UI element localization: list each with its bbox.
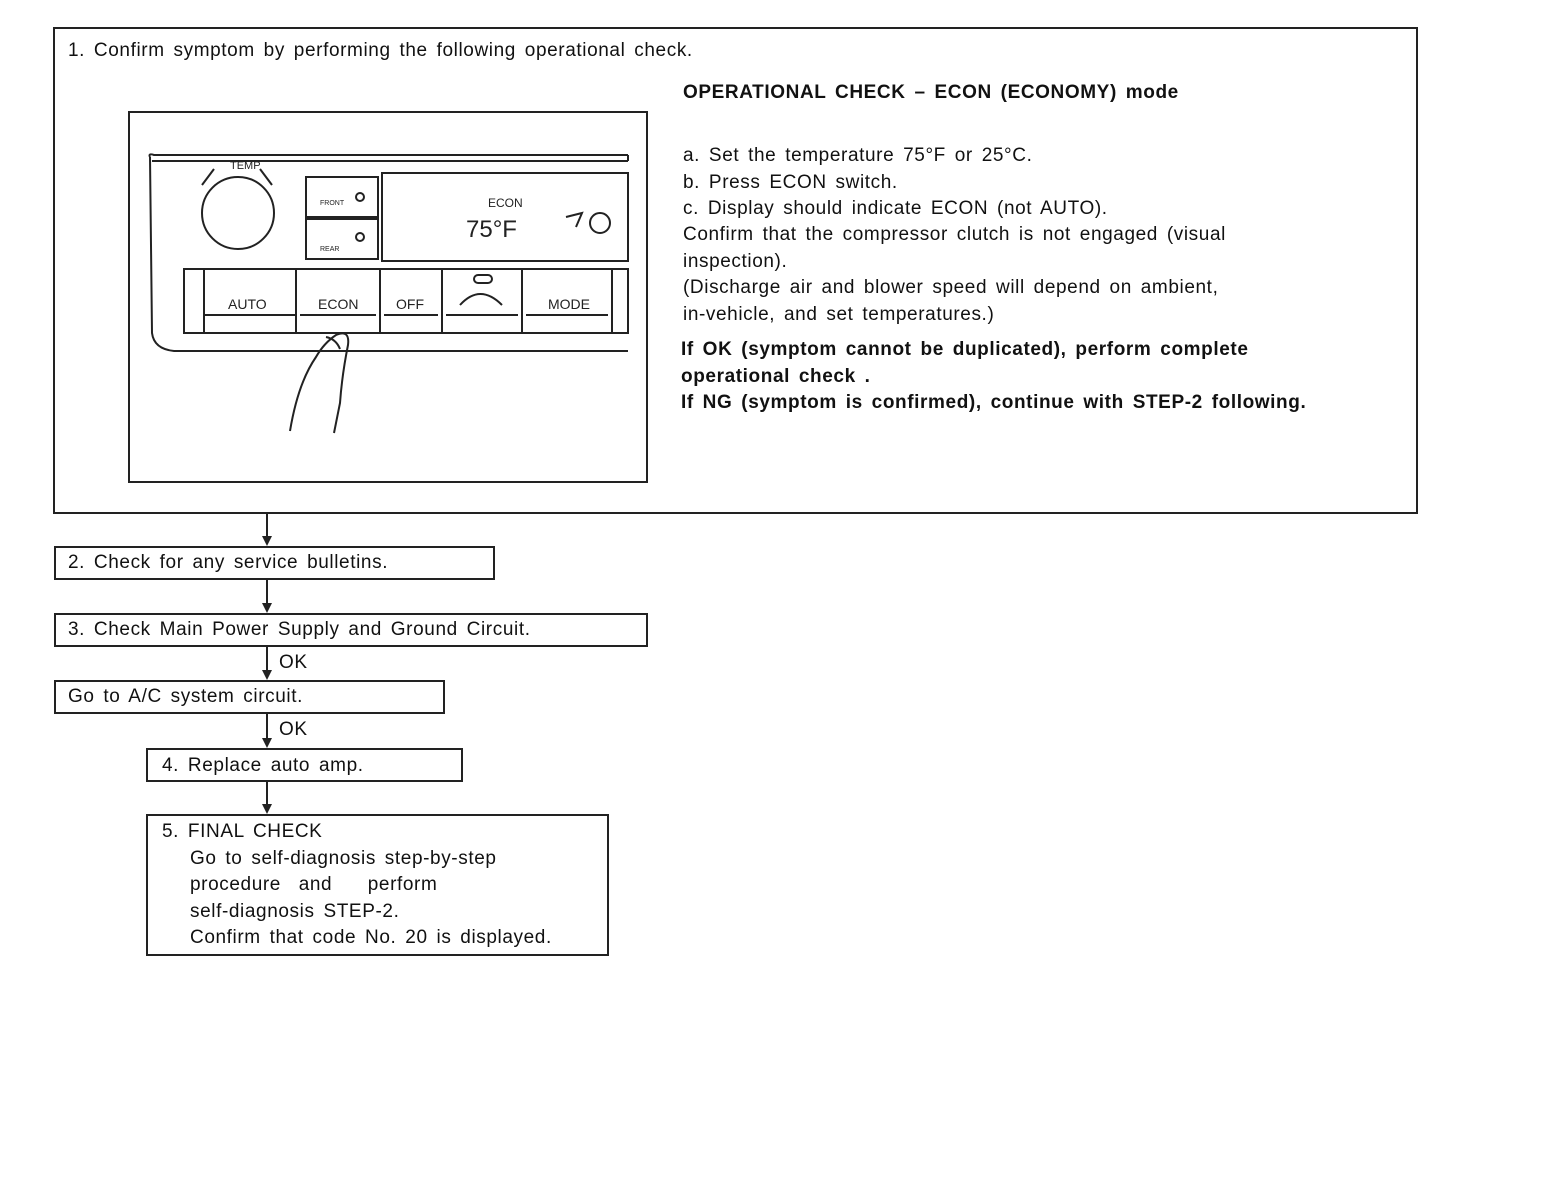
connector-line — [266, 714, 268, 738]
instruction-line: (Discharge air and blower speed will depend on ambient, — [683, 277, 1219, 298]
arrow-down-icon — [262, 804, 272, 814]
ok-label: OK — [279, 719, 308, 740]
instruction-line: inspection). — [683, 251, 788, 272]
goto-text: Go to A/C system circuit. — [68, 686, 303, 707]
arrow-down-icon — [262, 670, 272, 680]
result-line: If OK (symptom cannot be duplicated), perform complete — [681, 339, 1249, 360]
rear-label: REAR — [320, 246, 340, 253]
arrow-down-icon — [262, 603, 272, 613]
step3-text: 3. Check Main Power Supply and Ground Circuit. — [68, 619, 531, 640]
arrow-down-icon — [262, 536, 272, 546]
operational-check-heading: OPERATIONAL CHECK – ECON (ECONOMY) mode — [683, 82, 1179, 103]
mode-button-label: MODE — [548, 296, 590, 312]
result-line: operational check . — [681, 366, 871, 387]
arrow-down-icon — [262, 738, 272, 748]
off-button-label: OFF — [396, 296, 424, 312]
instruction-line: Confirm that the compressor clutch is not engaged (visual — [683, 224, 1226, 245]
instruction-line: b. Press ECON switch. — [683, 172, 898, 193]
display-mode: ECON — [488, 196, 523, 210]
step5-line: Go to self-diagnosis step-by-step — [190, 848, 497, 869]
display-temp: 75°F — [466, 216, 517, 243]
instruction-line: c. Display should indicate ECON (not AUTO). — [683, 198, 1108, 219]
step5-line: Confirm that code No. 20 is displayed. — [190, 927, 552, 948]
auto-button-label: AUTO — [228, 296, 267, 312]
step5-heading: 5. FINAL CHECK — [162, 821, 323, 842]
step4-text: 4. Replace auto amp. — [162, 755, 364, 776]
temp-knob — [202, 177, 274, 249]
connector-line — [266, 580, 268, 603]
temp-label: TEMP — [230, 160, 261, 172]
step5-line: self-diagnosis STEP-2. — [190, 901, 400, 922]
step2-text: 2. Check for any service bulletins. — [68, 552, 389, 573]
step1-title: 1. Confirm symptom by performing the following operational check. — [68, 40, 693, 61]
control-panel-illustration — [128, 111, 648, 483]
connector-line — [266, 782, 268, 804]
front-label: FRONT — [320, 200, 345, 207]
result-line: If NG (symptom is confirmed), continue with STEP-2 following. — [681, 392, 1307, 413]
control-panel-drawing — [130, 113, 646, 481]
instruction-line: in-vehicle, and set temperatures.) — [683, 304, 995, 325]
ok-label: OK — [279, 652, 308, 673]
instruction-line: a. Set the temperature 75°F or 25°C. — [683, 145, 1033, 166]
econ-button-label: ECON — [318, 296, 359, 312]
connector-line — [266, 647, 268, 670]
step5-line: procedure and perform — [190, 874, 438, 895]
connector-line — [266, 514, 268, 536]
